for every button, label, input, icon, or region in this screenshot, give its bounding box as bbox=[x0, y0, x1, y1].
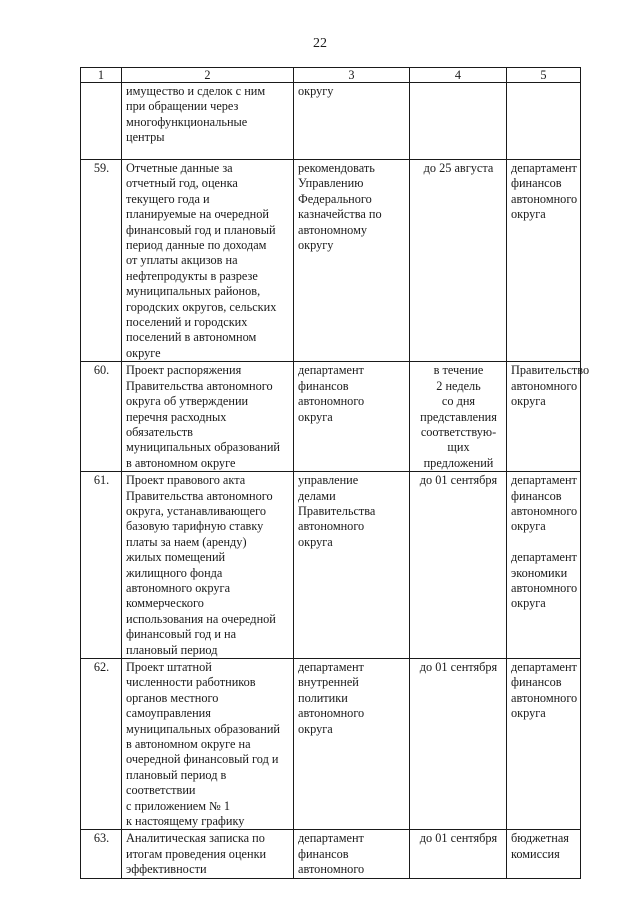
table-row bbox=[81, 472, 581, 659]
text-line: делами bbox=[298, 488, 336, 503]
text-line: муниципальных районов, bbox=[126, 284, 261, 299]
text-line: центры bbox=[126, 130, 165, 145]
row-number-cell: 60. bbox=[81, 362, 122, 472]
deadline-cell bbox=[410, 83, 507, 160]
text-line: автономного bbox=[511, 191, 578, 206]
text-line: в течение bbox=[433, 363, 484, 378]
text-line: автономному bbox=[298, 222, 368, 237]
text-line: до 25 августа bbox=[423, 161, 494, 175]
text-line: округа bbox=[298, 721, 333, 736]
text-line: округа bbox=[511, 394, 546, 409]
text-line: автономного bbox=[298, 519, 365, 534]
text-line: округа bbox=[298, 534, 333, 549]
item-title-cell bbox=[122, 472, 294, 659]
row-number-cell: 59. bbox=[81, 160, 122, 362]
text-line: жилищного фонда bbox=[126, 565, 223, 580]
text-line: Проект распоряжения bbox=[126, 363, 242, 378]
page-number: 22 bbox=[313, 36, 327, 51]
text-line: округе bbox=[126, 345, 161, 360]
text-line: Проект штатной bbox=[126, 660, 212, 674]
text-line: департамент bbox=[511, 161, 577, 175]
text-line: округу bbox=[298, 238, 334, 253]
text-line: департамент bbox=[298, 831, 364, 846]
text-line: округа bbox=[298, 409, 333, 424]
text-line: использования на очередной bbox=[126, 611, 276, 626]
table-row bbox=[81, 362, 581, 472]
deadline-cell bbox=[410, 472, 507, 659]
text-line: округа bbox=[511, 596, 546, 611]
text-line: к настоящему графику bbox=[126, 814, 245, 829]
text-line: от уплаты акцизов на bbox=[126, 253, 238, 268]
text-line: Федерального bbox=[298, 191, 372, 206]
text-line: городских округов, сельских bbox=[126, 299, 277, 314]
text-line: жилых помещений bbox=[126, 550, 226, 565]
text-line: финансовый год и плановый bbox=[126, 222, 276, 237]
text-line: автономного bbox=[511, 503, 578, 518]
responsible-cell bbox=[294, 830, 410, 878]
text-line: численности работников bbox=[126, 675, 256, 690]
text-line: автономного bbox=[511, 378, 578, 393]
text-line: соответствую- bbox=[420, 424, 497, 439]
deadline-cell bbox=[410, 659, 507, 830]
text-line: Аналитическая записка по bbox=[126, 831, 265, 846]
header-col-3: 3 bbox=[294, 68, 410, 83]
text-line: финансов bbox=[511, 176, 562, 191]
table-row bbox=[81, 83, 581, 160]
text-line: плановый период bbox=[126, 642, 218, 657]
text-line: период данные по доходам bbox=[126, 238, 267, 253]
text-line: финансов bbox=[298, 378, 349, 393]
text-line: итогам проведения оценки bbox=[126, 846, 267, 861]
text-line: округа об утверждении bbox=[126, 394, 249, 409]
text-line: автономного округа bbox=[126, 580, 231, 595]
text-line: автономного bbox=[298, 394, 365, 409]
text-line: управление bbox=[298, 473, 359, 488]
text-line: Отчетные данные за bbox=[126, 161, 233, 175]
text-line: обязательств bbox=[126, 424, 193, 439]
text-line: перечня расходных bbox=[126, 409, 227, 424]
header-col-2: 2 bbox=[122, 68, 294, 83]
text-line: со дня bbox=[441, 394, 476, 409]
text-line: автономного bbox=[298, 706, 365, 721]
text-line: самоуправления bbox=[126, 706, 211, 721]
text-line: муниципальных образований bbox=[126, 721, 280, 736]
text-line: плановый период в bbox=[126, 767, 227, 782]
deadline-cell bbox=[410, 830, 507, 878]
line-gap bbox=[511, 535, 577, 550]
text-line: Правительства автономного bbox=[126, 488, 273, 503]
text-line: Правительства bbox=[298, 503, 376, 518]
text-line: нефтепродукты в разрезе bbox=[126, 268, 258, 283]
text-line: внутренней bbox=[298, 675, 359, 690]
item-title-cell bbox=[122, 160, 294, 362]
row-number-cell: 63. bbox=[81, 830, 122, 878]
text-line: муниципальных образований bbox=[126, 440, 280, 455]
text-line: поселений в автономном bbox=[126, 330, 257, 345]
text-line: финансовый год и на bbox=[126, 627, 237, 642]
text-line: поселений и городских bbox=[126, 315, 248, 330]
row-number-cell bbox=[81, 83, 122, 160]
text-line: финансов bbox=[511, 488, 562, 503]
recipient-cell bbox=[507, 83, 581, 160]
schedule-table bbox=[80, 67, 590, 879]
text-line: до 01 сентября bbox=[419, 660, 498, 674]
text-line: Правительство bbox=[511, 363, 590, 378]
text-line: предложений bbox=[423, 455, 494, 470]
text-line: до 01 сентября bbox=[419, 831, 498, 846]
text-line: 2 недель bbox=[436, 378, 481, 393]
text-line: округа bbox=[511, 207, 546, 222]
item-title-cell bbox=[122, 830, 294, 878]
text-line: с приложением № 1 bbox=[126, 798, 231, 813]
text-line: департамент bbox=[298, 660, 364, 674]
text-line: департамент bbox=[511, 550, 577, 565]
text-line: коммерческого bbox=[126, 596, 204, 611]
text-line: округу bbox=[298, 84, 334, 98]
text-line: департамент bbox=[298, 363, 364, 378]
text-line: имущество и сделок с ним bbox=[126, 84, 266, 98]
text-line: текущего года и bbox=[126, 191, 210, 206]
table-row bbox=[81, 659, 581, 830]
recipient-cell bbox=[507, 472, 581, 659]
table-row bbox=[81, 830, 581, 878]
header-col-5: 5 bbox=[507, 68, 581, 83]
text-line: щих bbox=[447, 440, 470, 455]
text-line: до 01 сентября bbox=[419, 473, 498, 488]
text-line: комиссия bbox=[511, 846, 560, 861]
text-line: автономного bbox=[511, 580, 578, 595]
item-title-cell bbox=[122, 83, 294, 160]
recipient-cell bbox=[507, 160, 581, 362]
item-title-cell bbox=[122, 659, 294, 830]
text-line: автономного bbox=[511, 690, 578, 705]
text-line: бюджетная bbox=[511, 831, 569, 846]
text-line: отчетный год, оценка bbox=[126, 176, 238, 191]
responsible-cell bbox=[294, 83, 410, 160]
text-line: очередной финансовый год и bbox=[126, 752, 279, 767]
header-col-1: 1 bbox=[81, 68, 122, 83]
text-line: в автономном округе на bbox=[126, 737, 251, 752]
text-line: округа bbox=[511, 706, 546, 721]
text-line: казначейства по bbox=[298, 207, 382, 222]
text-line: департамент bbox=[511, 660, 577, 674]
responsible-cell bbox=[294, 362, 410, 472]
text-line: экономики bbox=[511, 565, 568, 580]
text-line: многофункциональные bbox=[126, 114, 248, 129]
text-line: Управлению bbox=[298, 176, 364, 191]
table-header-row bbox=[81, 68, 581, 83]
text-line: эффективности bbox=[126, 862, 207, 877]
item-title-cell bbox=[122, 362, 294, 472]
text-line: в автономном округе bbox=[126, 455, 236, 470]
responsible-cell bbox=[294, 472, 410, 659]
deadline-cell bbox=[410, 362, 507, 472]
row-number-cell: 61. bbox=[81, 472, 122, 659]
text-line: финансов bbox=[298, 846, 349, 861]
responsible-cell bbox=[294, 659, 410, 830]
recipient-cell bbox=[507, 659, 581, 830]
row-number-cell: 62. bbox=[81, 659, 122, 830]
header-col-4: 4 bbox=[410, 68, 507, 83]
responsible-cell bbox=[294, 160, 410, 362]
text-line: департамент bbox=[511, 473, 577, 488]
text-line: представления bbox=[420, 409, 497, 424]
text-line: соответствии bbox=[126, 783, 196, 798]
recipient-cell bbox=[507, 362, 590, 472]
text-line: органов местного bbox=[126, 690, 219, 705]
deadline-cell bbox=[410, 160, 507, 362]
text-line: базовую тарифную ставку bbox=[126, 519, 264, 534]
text-line: при обращении через bbox=[126, 99, 239, 114]
text-line: округа, устанавливающего bbox=[126, 503, 266, 518]
text-line: планируемые на очередной bbox=[126, 207, 269, 222]
text-line: финансов bbox=[511, 675, 562, 690]
text-line: Проект правового акта bbox=[126, 473, 246, 488]
text-line: Правительства автономного bbox=[126, 378, 273, 393]
table-row bbox=[81, 160, 581, 362]
text-line: политики bbox=[298, 690, 348, 705]
recipient-cell bbox=[507, 830, 581, 878]
text-line: автономного bbox=[298, 862, 365, 877]
text-line: рекомендовать bbox=[298, 161, 375, 175]
text-line: платы за наем (аренду) bbox=[126, 534, 247, 549]
text-line: округа bbox=[511, 519, 546, 534]
